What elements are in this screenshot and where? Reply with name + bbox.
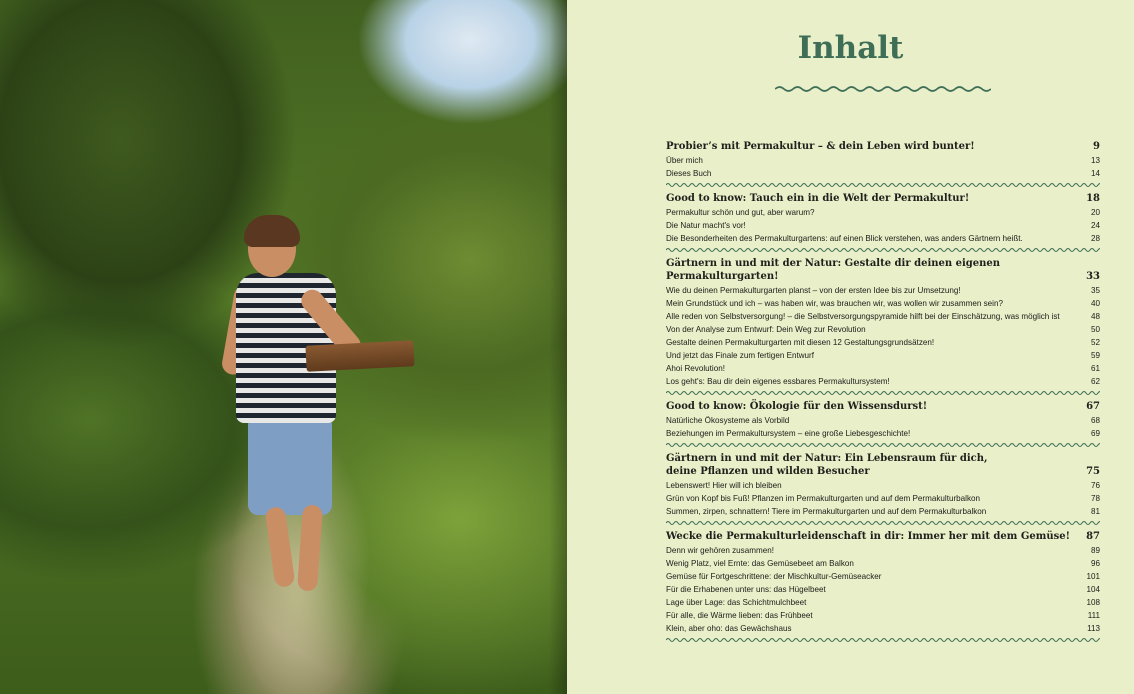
toc-entry — [666, 219, 1100, 232]
toc-section — [666, 530, 1100, 635]
toc-entry — [666, 544, 1100, 557]
page-fold-shadow — [549, 0, 567, 694]
entry-title: Beziehungen im Permakultursystem – eine große Liebesgeschichte! — [666, 429, 911, 438]
entry-page-number: 76 — [1090, 481, 1100, 490]
section-page-number: 75 — [1086, 466, 1100, 477]
entry-page-number: 78 — [1090, 494, 1100, 503]
entry-title: Mein Grundstück und ich – was haben wir, was brauchen wir, was wollen wir zusammen sein? — [666, 299, 1003, 308]
section-divider — [666, 520, 1100, 526]
section-heading — [666, 257, 1100, 283]
entry-page-number: 113 — [1087, 624, 1100, 633]
toc-section — [666, 140, 1100, 180]
title-wave-divider — [775, 84, 991, 94]
entry-page-number: 62 — [1090, 377, 1100, 386]
toc-entry — [666, 336, 1100, 349]
toc-entry — [666, 323, 1100, 336]
section-heading — [666, 140, 1100, 153]
toc-entry — [666, 583, 1100, 596]
toc-entry — [666, 622, 1100, 635]
entry-title: Alle reden von Selbstversorgung! – die Selbstversorgungspyramide hilft bei der Einschätzung, was möglich ist — [666, 312, 1060, 321]
entry-title: Die Besonderheiten des Permakulturgartens: auf einen Blick verstehen, was anders Gärtnern heißt. — [666, 234, 1023, 243]
section-divider — [666, 637, 1100, 643]
toc-section — [666, 257, 1100, 388]
entry-title: Gemüse für Fortgeschrittene: der Mischkultur-Gemüseacker — [666, 572, 882, 581]
toc-entry — [666, 570, 1100, 583]
section-page-number: 33 — [1086, 271, 1100, 282]
section-heading — [666, 192, 1100, 205]
section-page-number: 18 — [1086, 193, 1100, 204]
section-page-number: 9 — [1093, 141, 1100, 152]
entry-title: Für alle, die Wärme lieben: das Frühbeet — [666, 611, 813, 620]
section-title: Good to know: Ökologie für den Wissensdurst! — [666, 401, 928, 412]
entry-title: Wie du deinen Permakulturgarten planst – von der ersten Idee bis zur Umsetzung! — [666, 286, 961, 295]
section-divider — [666, 247, 1100, 253]
entry-title: Lage über Lage: das Schichtmulchbeet — [666, 598, 807, 607]
page-title: Inhalt — [797, 30, 904, 66]
section-heading — [666, 452, 1100, 478]
entry-title: Dieses Buch — [666, 169, 712, 178]
section-page-number: 67 — [1086, 401, 1100, 412]
entry-title: Natürliche Ökosysteme als Vorbild — [666, 416, 790, 425]
entry-title: Ahoi Revolution! — [666, 364, 725, 373]
entry-title: Für die Erhabenen unter uns: das Hügelbeet — [666, 585, 826, 594]
entry-title: Die Natur macht's vor! — [666, 221, 746, 230]
toc-entry — [666, 167, 1100, 180]
toc-section — [666, 452, 1100, 518]
entry-page-number: 69 — [1090, 429, 1100, 438]
toc-entry — [666, 609, 1100, 622]
toc-page — [567, 0, 1134, 694]
toc-entry — [666, 505, 1100, 518]
section-divider — [666, 390, 1100, 396]
toc-entry — [666, 479, 1100, 492]
toc-entry — [666, 427, 1100, 440]
toc-entry — [666, 414, 1100, 427]
entry-title: Los geht's: Bau dir dein eigenes essbares Permakultursystem! — [666, 377, 890, 386]
section-title: Good to know: Tauch ein in die Welt der Permakultur! — [666, 193, 970, 204]
entry-page-number: 101 — [1086, 572, 1100, 581]
toc-section — [666, 192, 1100, 245]
entry-title: Von der Analyse zum Entwurf: Dein Weg zur Revolution — [666, 325, 866, 334]
toc-entry — [666, 284, 1100, 297]
entry-page-number: 52 — [1090, 338, 1100, 347]
toc-entry — [666, 375, 1100, 388]
toc-entry — [666, 596, 1100, 609]
toc-entry — [666, 310, 1100, 323]
toc-entry — [666, 557, 1100, 570]
entry-page-number: 48 — [1090, 312, 1100, 321]
toc-entry — [666, 206, 1100, 219]
toc-entry — [666, 232, 1100, 245]
entry-page-number: 81 — [1090, 507, 1100, 516]
entry-page-number: 50 — [1090, 325, 1100, 334]
section-title: Wecke die Permakulturleidenschaft in dir: Immer her mit dem Gemüse! — [666, 531, 1070, 542]
section-heading — [666, 530, 1100, 543]
entry-page-number: 108 — [1086, 598, 1100, 607]
entry-page-number: 111 — [1087, 611, 1100, 620]
entry-page-number: 35 — [1090, 286, 1100, 295]
entry-page-number: 24 — [1090, 221, 1100, 230]
entry-title: Gestalte deinen Permakulturgarten mit diesen 12 Gestaltungsgrundsätzen! — [666, 338, 935, 347]
entry-page-number: 13 — [1090, 156, 1100, 165]
toc-entry — [666, 349, 1100, 362]
entry-title: Wenig Platz, viel Ernte: das Gemüsebeet am Balkon — [666, 559, 854, 568]
toc-entry — [666, 297, 1100, 310]
toc-entry — [666, 154, 1100, 167]
toc-section — [666, 400, 1100, 440]
entry-title: Klein, aber oho: das Gewächshaus — [666, 624, 792, 633]
entry-title: Denn wir gehören zusammen! — [666, 546, 774, 555]
woman-carrying-basket — [228, 215, 428, 605]
section-title: Gärtnern in und mit der Natur: Gestalte dir deinen eigenen Permakulturgarten! — [666, 258, 1001, 282]
entry-title: Lebenswert! Hier will ich bleiben — [666, 481, 782, 490]
section-divider — [666, 182, 1100, 188]
entry-title: Grün von Kopf bis Fuß! Pflanzen im Permakulturgarten und auf dem Permakulturbalkon — [666, 494, 981, 503]
entry-page-number: 14 — [1090, 169, 1100, 178]
wooden-basket — [305, 340, 414, 372]
section-title: Probier’s mit Permakultur – & dein Leben wird bunter! — [666, 141, 975, 152]
entry-page-number: 40 — [1090, 299, 1100, 308]
toc-entry — [666, 492, 1100, 505]
section-title: Gärtnern in und mit der Natur: Ein Lebensraum für dich, deine Pflanzen und wilden Besucher — [666, 453, 988, 477]
entry-page-number: 59 — [1090, 351, 1100, 360]
entry-page-number: 28 — [1090, 234, 1100, 243]
entry-title: Summen, zirpen, schnattern! Tiere im Permakulturgarten und auf dem Permakulturbalkon — [666, 507, 987, 516]
entry-page-number: 89 — [1090, 546, 1100, 555]
entry-page-number: 20 — [1090, 208, 1100, 217]
section-heading — [666, 400, 1100, 413]
entry-page-number: 61 — [1090, 364, 1100, 373]
section-page-number: 87 — [1086, 531, 1100, 542]
entry-page-number: 68 — [1090, 416, 1100, 425]
entry-page-number: 104 — [1086, 585, 1100, 594]
entry-title: Und jetzt das Finale zum fertigen Entwurf — [666, 351, 815, 360]
table-of-contents — [666, 140, 1100, 647]
entry-title: Über mich — [666, 156, 703, 165]
toc-entry — [666, 362, 1100, 375]
entry-page-number: 96 — [1090, 559, 1100, 568]
entry-title: Permakultur schön und gut, aber warum? — [666, 208, 815, 217]
section-divider — [666, 442, 1100, 448]
